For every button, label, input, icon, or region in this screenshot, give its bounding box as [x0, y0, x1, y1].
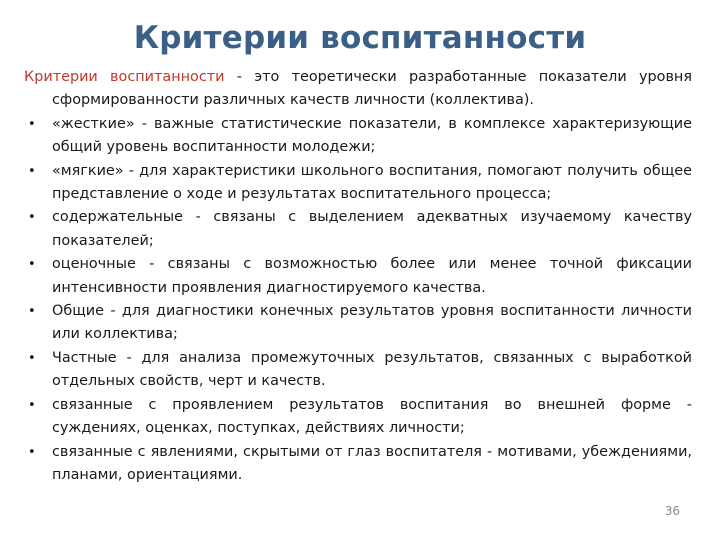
bullet-icon: • — [28, 163, 36, 179]
list-item — [24, 113, 692, 160]
slide-content — [24, 66, 692, 487]
bullet-icon: • — [28, 350, 36, 366]
list-item — [24, 394, 692, 441]
criteria-list — [24, 113, 692, 488]
intro-paragraph — [24, 66, 692, 113]
list-item-text: Общие - для диагностики конечных результатов уровня воспитанности личности или коллектива; — [52, 303, 692, 343]
bullet-icon: • — [28, 210, 36, 226]
slide-title: Критерии воспитанности — [133, 20, 587, 56]
bullet-icon: • — [28, 116, 36, 132]
list-item — [24, 206, 692, 253]
intro-text: - это теоретически разработанные показатели уровня сформированности различных качеств личности (коллектива). — [52, 69, 692, 109]
list-item — [24, 300, 692, 347]
list-item-text: «мягкие» - для характеристики школьного воспитания, помогают получить общее представление о ходе и результатах воспитательного процесса; — [52, 162, 692, 203]
list-item-text: связанные с явлениями, скрытыми от глаз воспитателя - мотивами, убеждениями, планами, ориентациями. — [52, 443, 692, 483]
list-item-text: связанные с проявлением результатов воспитания во внешней форме - суждениях, оценках, поступках, действиях личности; — [52, 396, 692, 437]
bullet-icon: • — [28, 257, 36, 273]
list-item — [24, 160, 692, 207]
bullet-icon: • — [28, 444, 36, 460]
list-item-text: Частные - для анализа промежуточных результатов, связанных с выработкой отдельных свойств, черт и качеств. — [52, 349, 692, 390]
list-item — [24, 253, 692, 300]
list-item — [24, 347, 692, 394]
page-number: 36 — [664, 504, 680, 518]
list-item-text: оценочные - связаны с возможностью более или менее точной фиксации интенсивности проявления диагностируемого качества. — [52, 256, 692, 296]
bullet-icon: • — [28, 304, 36, 320]
list-item — [24, 441, 692, 488]
list-item-text: содержательные - связаны с выделением адекватных изучаемому качеству показателей; — [52, 209, 692, 249]
intro-term: Критерии воспитанности — [24, 69, 225, 85]
bullet-icon: • — [28, 397, 36, 413]
list-item-text: «жесткие» - важные статистические показатели, в комплексе характеризующие общий уровень воспитанности молодежи; — [52, 115, 692, 156]
